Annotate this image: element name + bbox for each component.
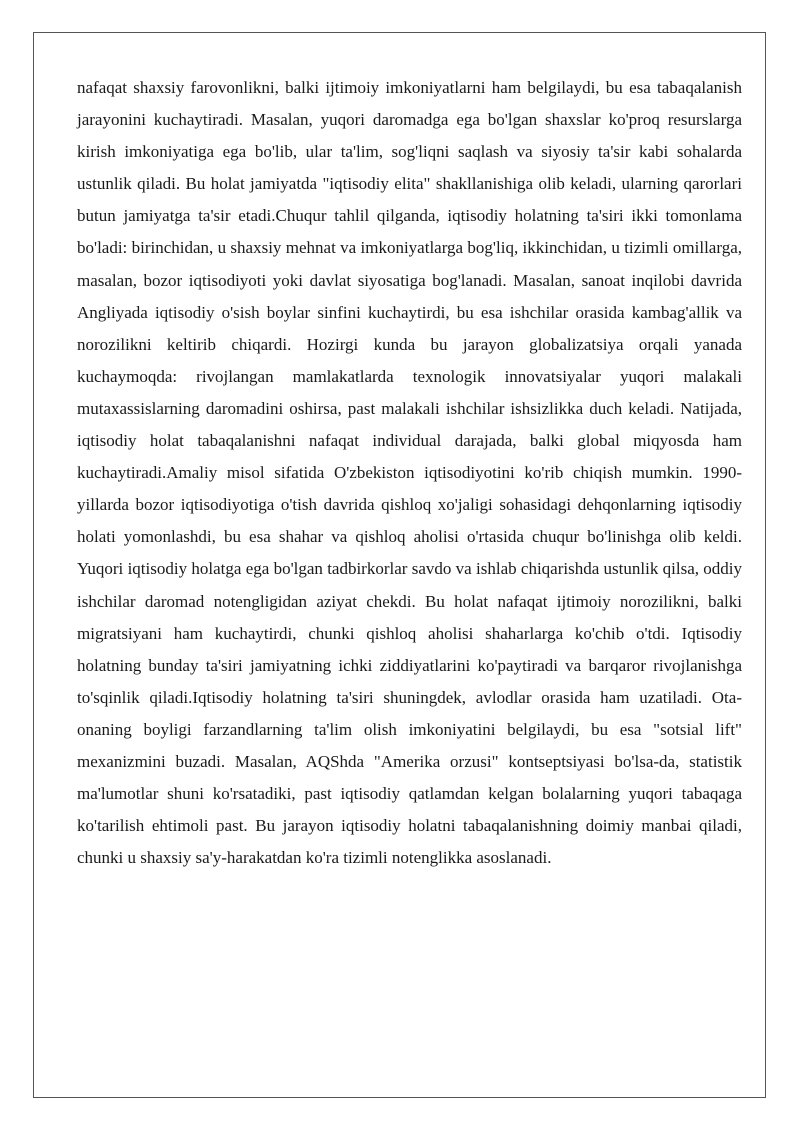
body-paragraph: nafaqat shaxsiy farovonlikni, balki ijtimoiy imkoniyatlarni ham belgilaydi, bu esa tabaqalanish jarayonini kuchaytiradi. Masalan, yuqori daromadga ega bo'lgan shaxslar ko'proq resurslarga kirish imkoniyatiga ega bo'lib, ular ta'lim, sog'liqni saqlash va siyosiy ta'sir kabi sohalarda ustunlik qiladi. Bu holat jamiyatda "iqtisodiy elita" shakllanishiga olib keladi, ularning qarorlari butun jamiyatga ta'sir etadi.Chuqur tahlil qilganda, iqtisodiy holatning ta'siri ikki tomonlama bo'ladi: birinchidan, u shaxsiy mehnat va imkoniyatlarga bog'liq, ikkinchidan, u tizimli omillarga, masalan, bozor iqtisodiyoti yoki davlat siyosatiga bog'lanadi. Masalan, sanoat inqilobi davrida Angliyada iqtisodiy o'sish boylar sinfini kuchaytirdi, bu esa ishchilar orasida kambag'allik va norozilikni keltirib chiqardi. Hozirgi kunda bu jarayon globalizatsiya orqali yanada kuchaymoqda: rivojlangan mamlakatlarda texnologik innovatsiyalar yuqori malakali mutaxassislarning daromadini oshirsa, past malakali ishchilar ishsizlikka duch keladi. Natijada, iqtisodiy holat tabaqalanishni nafaqat individual darajada, balki global miqyosda ham kuchaytiradi.Amaliy misol sifatida O'zbekiston iqtisodiyotini ko'rib chiqish mumkin. 1990-yillarda bozor iqtisodiyotiga o'tish davrida qishloq xo'jaligi sohasidagi dehqonlarning iqtisodiy holati yomonlashdi, bu esa shahar va qishloq aholisi o'rtasida chuqur bo'linishga olib keldi. Yuqori iqtisodiy holatga ega bo'lgan tadbirkorlar savdo va ishlab chiqarishda ustunlik qilsa, oddiy ishchilar daromad notengligidan aziyat chekdi. Bu holat nafaqat ijtimoiy norozilikni, balki migratsiyani ham kuchaytirdi, chunki qishloq aholisi shaharlarga ko'chib o'tdi. Iqtisodiy holatning bunday ta'siri jamiyatning ichki ziddiyatlarini ko'paytiradi va barqaror rivojlanishga to'sqinlik qiladi.Iqtisodiy holatning ta'siri shuningdek, avlodlar orasida ham uzatiladi. Ota-onaning boyligi farzandlarning ta'lim olish imkoniyatini belgilaydi, bu esa "sotsial lift" mexanizmini buzadi. Masalan, AQShda "Amerika orzusi" kontseptsiyasi bo'lsa-da, statistik ma'lumotlar shuni ko'rsatadiki, past iqtisodiy qatlamdan kelgan bolalarning yuqori tabaqaga ko'tarilish ehtimoli past. Bu jarayon iqtisodiy holatni tabaqalanishning doimiy manbai qiladi, chunki u shaxsiy sa'y-harakatdan ko'ra tizimli notenglikka asoslanadi. xyxy=(77,78,742,868)
